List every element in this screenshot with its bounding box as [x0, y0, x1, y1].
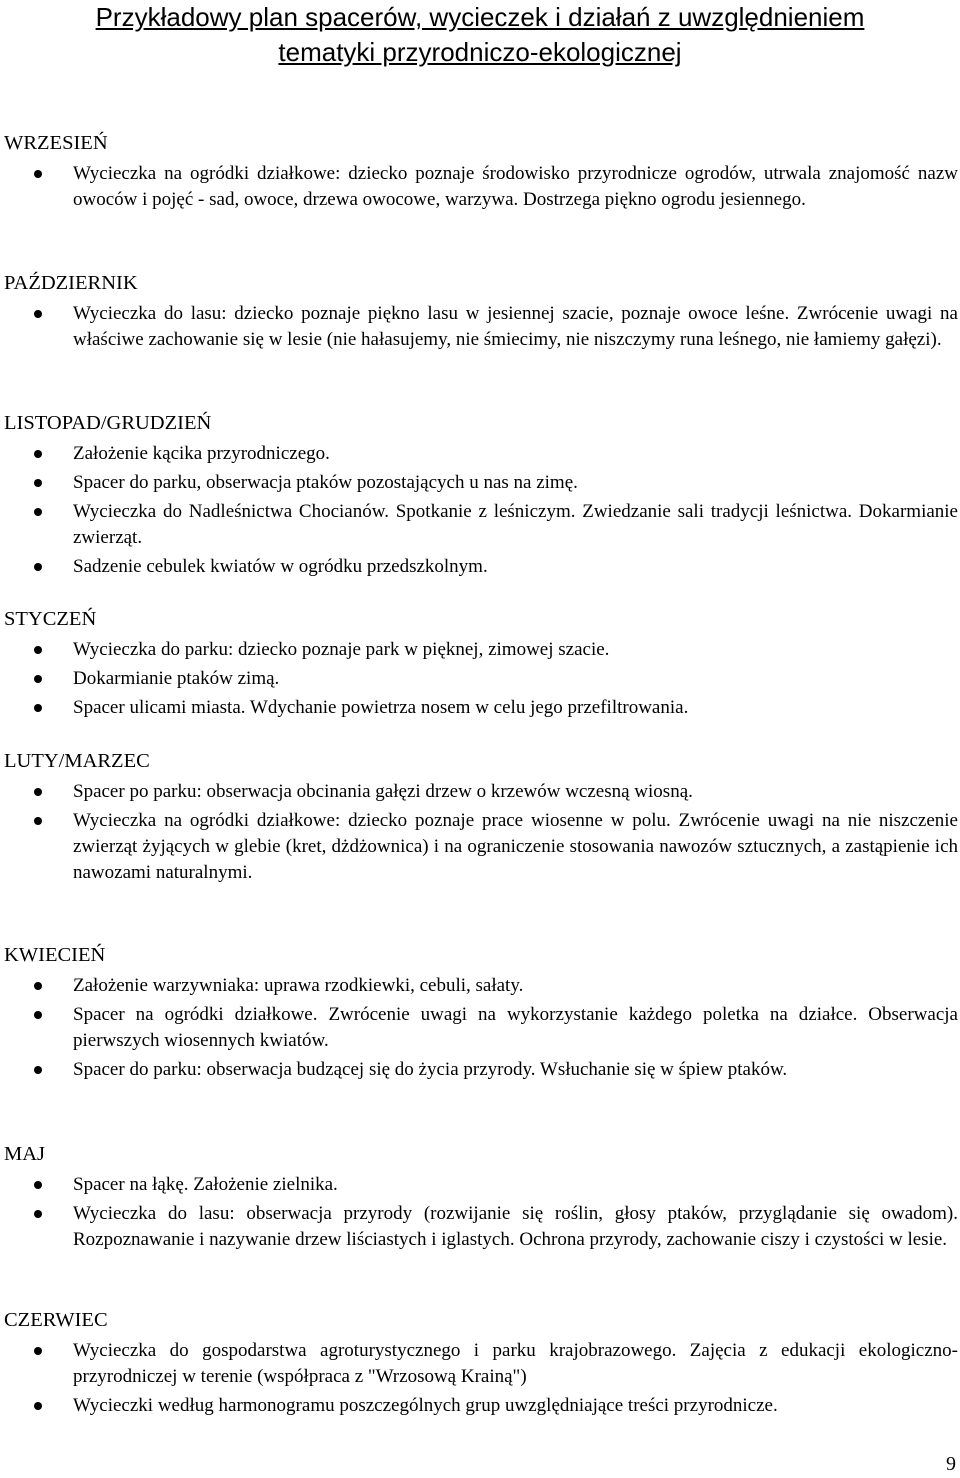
list-item-text: Dokarmianie ptaków zimą. — [73, 668, 280, 689]
bullet-icon — [34, 1402, 42, 1410]
section-heading: WRZESIEŃ — [4, 132, 108, 154]
section-listopad-grudzien — [4, 410, 958, 583]
section-heading: CZERWIEC — [4, 1309, 108, 1331]
page-number: 9 — [946, 1453, 956, 1475]
bullet-icon — [34, 563, 42, 571]
section-heading: PAŹDZIERNIK — [4, 272, 138, 294]
list-item — [4, 499, 958, 551]
section-heading: MAJ — [4, 1143, 46, 1165]
section-kwiecien — [4, 942, 958, 1086]
list-item — [4, 1172, 958, 1198]
bullet-icon — [34, 170, 42, 178]
bullet-icon — [34, 1066, 42, 1074]
bullet-icon — [34, 508, 42, 516]
list-item — [4, 1338, 958, 1390]
list-item — [4, 161, 958, 213]
activity-list — [4, 161, 958, 213]
list-item-text: Wycieczka do lasu: obserwacja przyrody (rozwijanie się roślin, głosy ptaków, przyglądanie się owadom). Rozpoznawanie i nazywanie drzew liściastych i iglastych. Ochrona przyrody, zachowanie ciszy i czystości w lesie. — [73, 1203, 958, 1250]
list-item — [4, 1002, 958, 1054]
bullet-icon — [34, 479, 42, 487]
activity-list — [4, 1172, 958, 1253]
section-wrzesien — [4, 130, 958, 216]
list-item-text: Wycieczka do lasu: dziecko poznaje piękno lasu w jesiennej szacie, poznaje owoce leśne. Zwrócenie uwagi na właściwe zachowanie się w lesie (nie hałasujemy, nie śmiecimy, nie niszczymy runa leśnego, nie łamiemy gałęzi). — [73, 303, 958, 350]
section-heading: LISTOPAD/GRUDZIEŃ — [4, 412, 212, 434]
list-item-text: Sadzenie cebulek kwiatów w ogródku przedszkolnym. — [73, 556, 488, 577]
list-item-text: Spacer do parku, obserwacja ptaków pozostających u nas na zimę. — [73, 472, 578, 493]
list-item-text: Wycieczka na ogródki działkowe: dziecko poznaje środowisko przyrodnicze ogrodów, utrwala znajomość nazw owoców i pojęć - sad, owoce, drzewa owocowe, warzywa. Dostrzega piękno ogrodu jesiennego. — [73, 163, 958, 210]
bullet-icon — [34, 788, 42, 796]
list-item-text: Założenie kącika przyrodniczego. — [73, 443, 330, 464]
activity-list — [4, 1338, 958, 1419]
section-heading: KWIECIEŃ — [4, 944, 106, 966]
section-luty-marzec — [4, 748, 958, 889]
list-item-text: Spacer na łąkę. Założenie zielnika. — [73, 1174, 338, 1195]
section-pazdziernik — [4, 270, 958, 356]
bullet-icon — [34, 1011, 42, 1019]
list-item-text: Wycieczka do Nadleśnictwa Chocianów. Spotkanie z leśniczym. Zwiedzanie sali tradycji leśnictwa. Dokarmianie zwierząt. — [73, 501, 958, 548]
bullet-icon — [34, 450, 42, 458]
list-item — [4, 666, 958, 692]
page-title — [0, 0, 960, 70]
list-item — [4, 301, 958, 353]
list-item — [4, 637, 958, 663]
list-item-text: Wycieczka do parku: dziecko poznaje park w pięknej, zimowej szacie. — [73, 639, 610, 660]
list-item — [4, 554, 958, 580]
bullet-icon — [34, 1181, 42, 1189]
section-styczen — [4, 606, 958, 724]
list-item — [4, 779, 958, 805]
list-item-text: Spacer ulicami miasta. Wdychanie powietrza nosem w celu jego przefiltrowania. — [73, 697, 689, 718]
list-item — [4, 1201, 958, 1253]
list-item — [4, 470, 958, 496]
section-maj — [4, 1141, 958, 1256]
list-item-text: Wycieczki według harmonogramu poszczególnych grup uwzględniające treści przyrodnicze. — [73, 1395, 778, 1416]
list-item-text: Wycieczka do gospodarstwa agroturystycznego i parku krajobrazowego. Zajęcia z edukacji ekologiczno-przyrodniczej w terenie (współpraca z "Wrzosową Krainą") — [73, 1340, 958, 1387]
bullet-icon — [34, 704, 42, 712]
list-item — [4, 973, 958, 999]
list-item — [4, 808, 958, 886]
page-title-line-2: tematyki przyrodniczo-ekologicznej — [278, 37, 682, 67]
section-heading: LUTY/MARZEC — [4, 750, 150, 772]
list-item — [4, 1057, 958, 1083]
section-heading: STYCZEŃ — [4, 608, 97, 630]
list-item-text: Wycieczka na ogródki działkowe: dziecko poznaje prace wiosenne w polu. Zwrócenie uwagi na nie niszczenie zwierząt żyjących w glebie (kret, dżdżownica) i na ograniczenie stosowania nawozów sztucznych, a zastąpienie ich nawozami naturalnymi. — [73, 810, 958, 883]
list-item-text: Założenie warzywniaka: uprawa rzodkiewki, cebuli, sałaty. — [73, 975, 524, 996]
list-item-text: Spacer do parku: obserwacja budzącej się do życia przyrody. Wsłuchanie się w śpiew ptaków. — [73, 1059, 788, 1080]
list-item-text: Spacer na ogródki działkowe. Zwrócenie uwagi na wykorzystanie każdego poletka na działce. Obserwacja pierwszych wiosennych kwiatów. — [73, 1004, 958, 1051]
section-czerwiec — [4, 1307, 958, 1422]
bullet-icon — [34, 817, 42, 825]
list-item — [4, 695, 958, 721]
activity-list — [4, 973, 958, 1083]
bullet-icon — [34, 1347, 42, 1355]
activity-list — [4, 637, 958, 721]
activity-list — [4, 301, 958, 353]
list-item — [4, 1393, 958, 1419]
activity-list — [4, 441, 958, 580]
bullet-icon — [34, 310, 42, 318]
bullet-icon — [34, 646, 42, 654]
activity-list — [4, 779, 958, 886]
list-item — [4, 441, 958, 467]
bullet-icon — [34, 675, 42, 683]
list-item-text: Spacer po parku: obserwacja obcinania gałęzi drzew o krzewów wczesną wiosną. — [73, 781, 693, 802]
page-title-line-1: Przykładowy plan spacerów, wycieczek i działań z uwzględnieniem — [95, 2, 865, 32]
bullet-icon — [34, 982, 42, 990]
bullet-icon — [34, 1210, 42, 1218]
